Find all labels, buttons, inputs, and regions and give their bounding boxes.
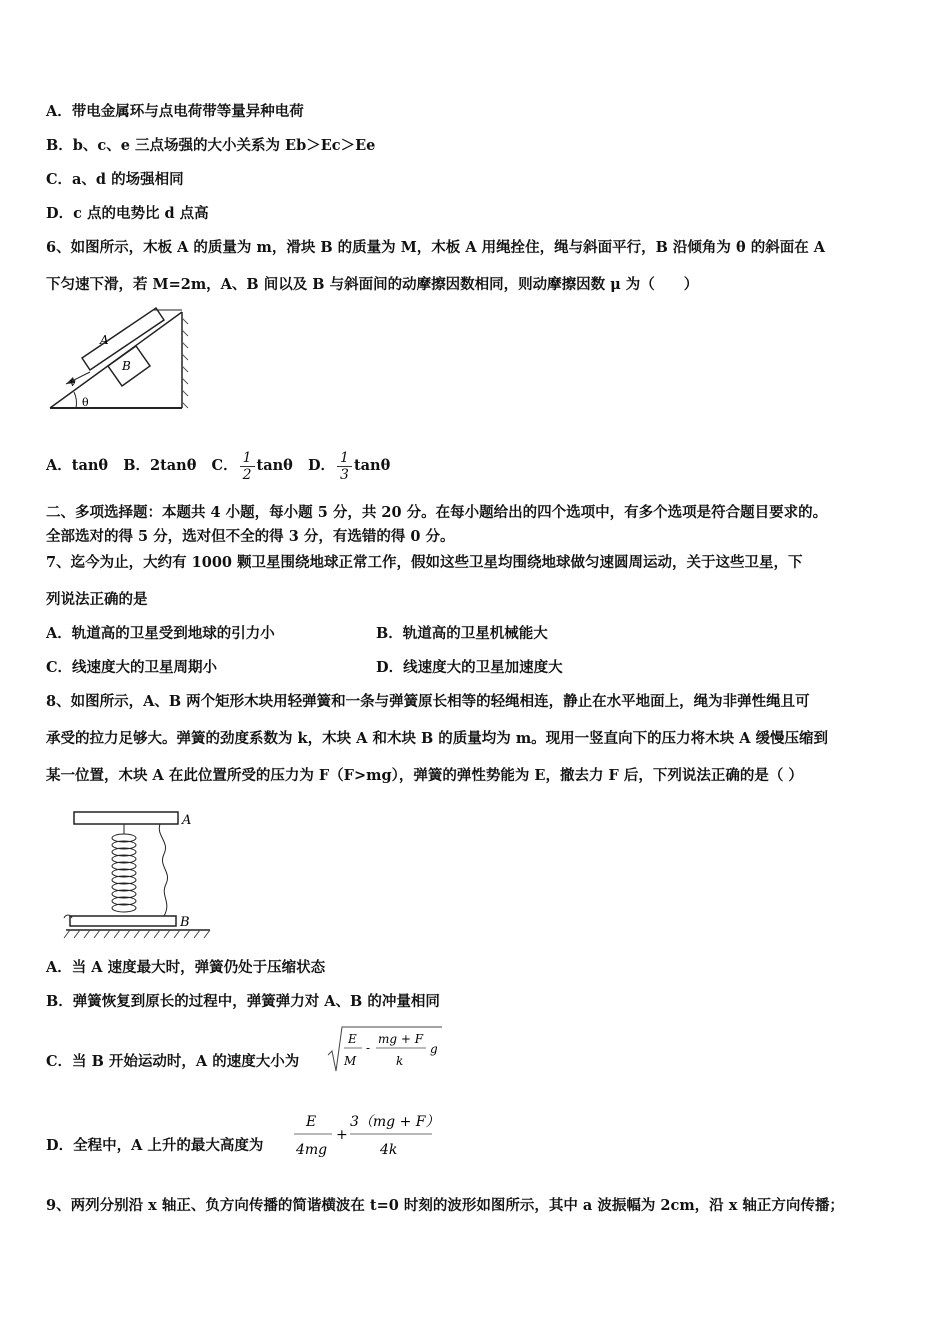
c-formula-e: E [348, 1032, 357, 1046]
q5-option-a: A．带电金属环与点电荷带等量异种电荷 [46, 103, 304, 120]
q5-option-d: D．c 点的电势比 d 点高 [46, 205, 209, 222]
q8-option-c: C．当 B 开始运动时，A 的速度大小为 [46, 1053, 300, 1070]
q6-option-b: B．2tanθ [123, 457, 197, 474]
q8-stem-line2: 承受的拉力足够大。弹簧的劲度系数为 k，木块 A 和木块 B 的质量均为 m。现用一竖直向下的压力将木块 A 缓慢压缩到 [46, 730, 829, 747]
q7-option-d: D．线速度大的卫星加速度大 [376, 659, 563, 676]
q7-option-c: C．线速度大的卫星周期小 [46, 659, 218, 676]
q8-label-a: A [182, 813, 192, 828]
q8-spring-figure [60, 806, 220, 942]
q6-option-a: A．tanθ [46, 457, 109, 474]
q7-option-b: B．轨道高的卫星机械能大 [376, 625, 548, 642]
d-formula-e: E [306, 1114, 317, 1130]
q6-label-a: A [100, 333, 109, 347]
q6-option-d-suffix: tanθ [353, 457, 391, 474]
q7-option-a: A．轨道高的卫星受到地球的引力小 [46, 625, 275, 642]
q6-options [46, 446, 390, 486]
q6-option-c-suffix: tanθ [256, 457, 293, 474]
c-formula-g: g [430, 1042, 438, 1056]
d-formula-den1: 4mg [296, 1142, 328, 1158]
q8-option-b: B．弹簧恢复到原长的过程中，弹簧弹力对 A、B 的冲量相同 [46, 993, 440, 1010]
q6-label-theta: θ [82, 396, 89, 409]
q8-stem-line3: 某一位置，木块 A 在此位置所受的压力为 F（F>mg），弹簧的弹性势能为 E，撤去力 F 后，下列说法正确的是（ ） [46, 767, 803, 784]
c-formula-k: k [396, 1054, 404, 1068]
c-formula-minus: - [366, 1041, 371, 1055]
q6-option-d-fraction: $\frac{1}{3}$ [337, 450, 352, 483]
q6-option-c-fraction: $\frac{1}{2}$ [240, 450, 255, 483]
q5-option-b: B．b、c、e 三点场强的大小关系为 Eb＞Ec＞Ee [46, 137, 376, 154]
q6-stem-line1: 6、如图所示，木板 A 的质量为 m，滑块 B 的质量为 M，木板 A 用绳拴住，绳与斜面平行，B 沿倾角为 θ 的斜面在 A [46, 239, 825, 256]
d-formula-plus: + [336, 1127, 348, 1143]
c-formula-m: M [344, 1054, 357, 1068]
q5-option-c: C．a、d 的场强相同 [46, 171, 184, 188]
q6-label-v: v [70, 378, 76, 389]
q9-stem-line1: 9、两列分别沿 x 轴正、负方向传播的简谐横波在 t=0 时刻的波形如图所示，其中 a 波振幅为 2cm，沿 x 轴正方向传播； [46, 1197, 844, 1214]
q8-option-c-formula [326, 1025, 446, 1075]
q8-option-a: A．当 A 速度最大时，弹簧仍处于压缩状态 [46, 959, 326, 976]
c-formula-mgf: mg + F [378, 1032, 424, 1046]
q6-option-d-prefix: D． [307, 457, 336, 474]
q8-option-d-formula [292, 1108, 442, 1164]
q8-stem-line1: 8、如图所示，A、B 两个矩形木块用轻弹簧和一条与弹簧原长相等的轻绳相连，静止在水平地面上，绳为非弹性绳且可 [46, 693, 810, 710]
q6-option-c-prefix: C． [211, 457, 238, 474]
d-formula-num2: 3（mg + F） [350, 1114, 440, 1130]
q7-stem-line1: 7、迄今为止，大约有 1000 颗卫星围绕地球正常工作，假如这些卫星均围绕地球做匀速圆周运动，关于这些卫星，下 [46, 554, 803, 571]
q7-stem-line2: 列说法正确的是 [46, 591, 148, 608]
section2-header-line1: 二、多项选择题：本题共 4 小题，每小题 5 分，共 20 分。在每小题给出的四个选项中，有多个选项是符合题目要求的。 [46, 504, 828, 521]
q6-stem-line2: 下匀速下滑，若 M=2m，A、B 间以及 B 与斜面间的动摩擦因数相同，则动摩擦因数 μ 为（ ） [46, 276, 699, 293]
q8-label-b: B [180, 915, 190, 930]
q8-option-d: D．全程中，A 上升的最大高度为 [46, 1137, 264, 1154]
section2-header-line2: 全部选对的得 5 分，选对但不全的得 3 分，有选错的得 0 分。 [46, 528, 455, 545]
d-formula-den2: 4k [380, 1142, 398, 1158]
q6-label-b: B [122, 359, 131, 373]
q6-incline-figure [46, 306, 196, 416]
